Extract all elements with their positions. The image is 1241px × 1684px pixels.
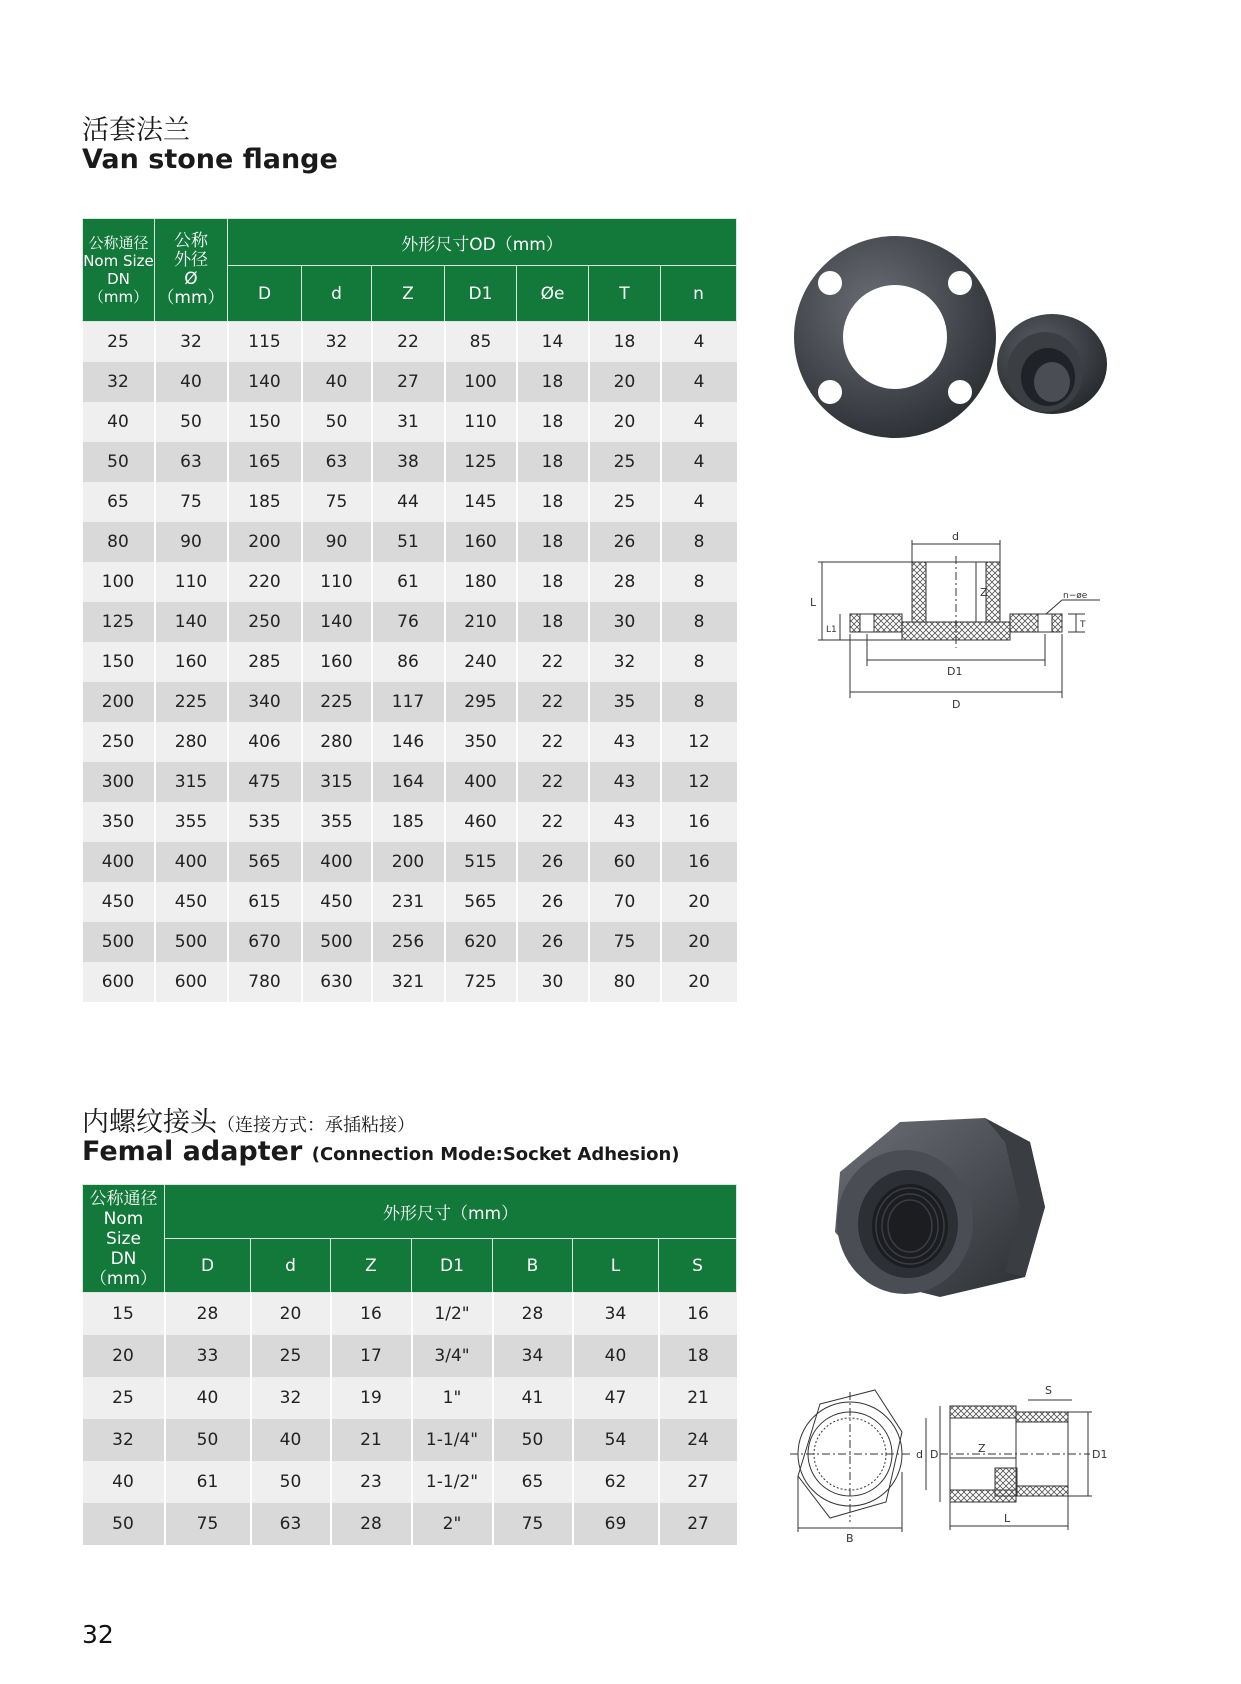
table-cell: 355 bbox=[302, 802, 372, 842]
table-cell: 2" bbox=[412, 1503, 493, 1545]
table-cell: 50 bbox=[83, 442, 155, 482]
table-cell: 38 bbox=[372, 442, 445, 482]
table-cell: 44 bbox=[372, 482, 445, 522]
col-header-3: Z bbox=[372, 266, 445, 322]
table-cell: 70 bbox=[589, 882, 661, 922]
table-row bbox=[83, 802, 737, 842]
table-cell: 256 bbox=[372, 922, 445, 962]
table-cell: 450 bbox=[302, 882, 372, 922]
table-cell: 300 bbox=[83, 762, 155, 802]
label-d-2: d bbox=[916, 1448, 923, 1461]
col-header-2: d bbox=[302, 266, 372, 322]
table-cell: 615 bbox=[228, 882, 302, 922]
col-header-5: B bbox=[493, 1239, 573, 1293]
table-cell: 500 bbox=[83, 922, 155, 962]
table-cell: 450 bbox=[155, 882, 228, 922]
table-cell: 3/4" bbox=[412, 1335, 493, 1377]
table-row bbox=[83, 682, 737, 722]
table-cell: 16 bbox=[659, 1293, 737, 1336]
table-cell: 20 bbox=[661, 962, 737, 1002]
table-cell: 20 bbox=[251, 1293, 331, 1336]
table-cell: 400 bbox=[302, 842, 372, 882]
col-header-nom-od: 公称 外径 Ø （mm） bbox=[155, 219, 228, 322]
table-cell: 460 bbox=[445, 802, 517, 842]
table-cell: 30 bbox=[517, 962, 589, 1002]
table-cell: 321 bbox=[372, 962, 445, 1002]
label-big-d: D bbox=[952, 698, 961, 711]
table-cell: 50 bbox=[165, 1419, 251, 1461]
table-cell: 535 bbox=[228, 802, 302, 842]
table-cell: 90 bbox=[302, 522, 372, 562]
table-cell: 54 bbox=[573, 1419, 659, 1461]
table-cell: 35 bbox=[589, 682, 661, 722]
van-stone-flange-table bbox=[82, 218, 737, 1002]
table-row bbox=[83, 482, 737, 522]
table-cell: 90 bbox=[155, 522, 228, 562]
label-ne: n−øe bbox=[1063, 591, 1088, 601]
table-cell: 225 bbox=[155, 682, 228, 722]
table-cell: 117 bbox=[372, 682, 445, 722]
table-cell: 400 bbox=[445, 762, 517, 802]
table-cell: 285 bbox=[228, 642, 302, 682]
table-cell: 14 bbox=[517, 322, 589, 363]
table-cell: 80 bbox=[589, 962, 661, 1002]
table-row bbox=[83, 562, 737, 602]
table-cell: 350 bbox=[83, 802, 155, 842]
label-b: B bbox=[846, 1532, 854, 1545]
table-row bbox=[83, 842, 737, 882]
femal-adapter-table bbox=[82, 1184, 737, 1545]
table-cell: 34 bbox=[573, 1293, 659, 1336]
table-cell: 22 bbox=[517, 762, 589, 802]
col-header-3: Z bbox=[331, 1239, 412, 1293]
table-cell: 115 bbox=[228, 322, 302, 363]
col-header-7: n bbox=[661, 266, 737, 322]
table-cell: 18 bbox=[517, 522, 589, 562]
table-cell: 8 bbox=[661, 562, 737, 602]
table-row bbox=[83, 522, 737, 562]
table-cell: 50 bbox=[493, 1419, 573, 1461]
table-cell: 75 bbox=[589, 922, 661, 962]
table-row bbox=[83, 1461, 737, 1503]
table-row bbox=[83, 362, 737, 402]
label-d1: D1 bbox=[947, 665, 963, 678]
col-header-6: L bbox=[573, 1239, 659, 1293]
table-row bbox=[83, 882, 737, 922]
table-cell: 26 bbox=[517, 922, 589, 962]
table-cell: 295 bbox=[445, 682, 517, 722]
table-cell: 32 bbox=[83, 362, 155, 402]
table-cell: 50 bbox=[251, 1461, 331, 1503]
table-cell: 33 bbox=[165, 1335, 251, 1377]
table-cell: 165 bbox=[228, 442, 302, 482]
table-cell: 225 bbox=[302, 682, 372, 722]
table-cell: 26 bbox=[517, 842, 589, 882]
table-cell: 280 bbox=[302, 722, 372, 762]
table-row bbox=[83, 642, 737, 682]
table-cell: 25 bbox=[83, 322, 155, 363]
table-cell: 160 bbox=[302, 642, 372, 682]
table-cell: 16 bbox=[661, 842, 737, 882]
table-cell: 200 bbox=[228, 522, 302, 562]
table-cell: 62 bbox=[573, 1461, 659, 1503]
table-cell: 406 bbox=[228, 722, 302, 762]
table-cell: 28 bbox=[493, 1293, 573, 1336]
table-row bbox=[83, 962, 737, 1002]
table-cell: 1/2" bbox=[412, 1293, 493, 1336]
table-cell: 150 bbox=[228, 402, 302, 442]
table-cell: 27 bbox=[659, 1503, 737, 1545]
table-cell: 4 bbox=[661, 322, 737, 363]
col-header-6: T bbox=[589, 266, 661, 322]
table-cell: 8 bbox=[661, 602, 737, 642]
col-header-5: Øe bbox=[517, 266, 589, 322]
table-cell: 4 bbox=[661, 482, 737, 522]
table-cell: 100 bbox=[83, 562, 155, 602]
table-cell: 17 bbox=[331, 1335, 412, 1377]
label-l-2: L bbox=[1004, 1512, 1011, 1525]
table-cell: 475 bbox=[228, 762, 302, 802]
col-header-nom-size: 公称通径 Nom Size DN （mm） bbox=[83, 219, 155, 322]
table-cell: 670 bbox=[228, 922, 302, 962]
section2-title-en: Femal adapter (Connection Mode:Socket Adhesion) bbox=[82, 1136, 680, 1167]
table-cell: 15 bbox=[83, 1293, 165, 1336]
label-d: d bbox=[952, 530, 959, 543]
table-cell: 25 bbox=[589, 482, 661, 522]
table-cell: 350 bbox=[445, 722, 517, 762]
table-cell: 43 bbox=[589, 802, 661, 842]
label-l: L bbox=[810, 596, 817, 609]
table-cell: 4 bbox=[661, 442, 737, 482]
table-cell: 41 bbox=[493, 1377, 573, 1419]
table-cell: 22 bbox=[517, 642, 589, 682]
table-cell: 500 bbox=[302, 922, 372, 962]
table-row bbox=[83, 1293, 737, 1336]
table-row bbox=[83, 1335, 737, 1377]
table-cell: 43 bbox=[589, 762, 661, 802]
col-header-1: D bbox=[165, 1239, 251, 1293]
table-cell: 18 bbox=[517, 602, 589, 642]
label-z: Z bbox=[980, 586, 988, 599]
table-cell: 500 bbox=[155, 922, 228, 962]
table-cell: 19 bbox=[331, 1377, 412, 1419]
table-cell: 30 bbox=[589, 602, 661, 642]
table-cell: 240 bbox=[445, 642, 517, 682]
table-cell: 340 bbox=[228, 682, 302, 722]
table-cell: 75 bbox=[155, 482, 228, 522]
table-cell: 110 bbox=[302, 562, 372, 602]
table-row bbox=[83, 1503, 737, 1545]
label-z-2: Z bbox=[978, 1442, 986, 1455]
table-cell: 164 bbox=[372, 762, 445, 802]
table-cell: 180 bbox=[445, 562, 517, 602]
table-cell: 63 bbox=[302, 442, 372, 482]
table-cell: 26 bbox=[589, 522, 661, 562]
table-cell: 34 bbox=[493, 1335, 573, 1377]
table-cell: 515 bbox=[445, 842, 517, 882]
table-cell: 18 bbox=[517, 402, 589, 442]
table-row bbox=[83, 1419, 737, 1461]
table-cell: 150 bbox=[83, 642, 155, 682]
table-cell: 400 bbox=[83, 842, 155, 882]
table-cell: 20 bbox=[661, 922, 737, 962]
table-cell: 23 bbox=[331, 1461, 412, 1503]
table-cell: 80 bbox=[83, 522, 155, 562]
col-header-4: D1 bbox=[445, 266, 517, 322]
table-cell: 4 bbox=[661, 402, 737, 442]
table-cell: 60 bbox=[589, 842, 661, 882]
table-cell: 16 bbox=[661, 802, 737, 842]
table-cell: 1-1/2" bbox=[412, 1461, 493, 1503]
table-cell: 28 bbox=[589, 562, 661, 602]
table-row bbox=[83, 1377, 737, 1419]
table-cell: 125 bbox=[445, 442, 517, 482]
table-cell: 43 bbox=[589, 722, 661, 762]
table-cell: 20 bbox=[589, 362, 661, 402]
table-cell: 40 bbox=[165, 1377, 251, 1419]
table-cell: 28 bbox=[165, 1293, 251, 1336]
table-cell: 1-1/4" bbox=[412, 1419, 493, 1461]
table-cell: 250 bbox=[83, 722, 155, 762]
table-cell: 620 bbox=[445, 922, 517, 962]
table-cell: 40 bbox=[251, 1419, 331, 1461]
table-cell: 185 bbox=[228, 482, 302, 522]
table-cell: 25 bbox=[251, 1335, 331, 1377]
femal-adapter-photo bbox=[820, 1112, 1060, 1302]
femal-adapter-drawing bbox=[790, 1372, 1130, 1547]
table-cell: 250 bbox=[228, 602, 302, 642]
table-cell: 315 bbox=[155, 762, 228, 802]
table-cell: 22 bbox=[517, 802, 589, 842]
table-cell: 600 bbox=[155, 962, 228, 1002]
table-cell: 146 bbox=[372, 722, 445, 762]
table-cell: 40 bbox=[302, 362, 372, 402]
col-header-nom-size-2: 公称通径 Nom Size DN （mm） bbox=[83, 1185, 165, 1293]
table-cell: 140 bbox=[228, 362, 302, 402]
table-cell: 140 bbox=[302, 602, 372, 642]
table-cell: 63 bbox=[155, 442, 228, 482]
table-cell: 160 bbox=[445, 522, 517, 562]
section2-title-cn: 内螺纹接头（连接方式：承插粘接） bbox=[82, 1107, 415, 1138]
table-cell: 200 bbox=[372, 842, 445, 882]
table-cell: 110 bbox=[155, 562, 228, 602]
table-cell: 32 bbox=[155, 322, 228, 363]
table-cell: 27 bbox=[372, 362, 445, 402]
table-cell: 76 bbox=[372, 602, 445, 642]
table-row bbox=[83, 442, 737, 482]
table-cell: 100 bbox=[445, 362, 517, 402]
col-header-4: D1 bbox=[412, 1239, 493, 1293]
table-cell: 18 bbox=[517, 562, 589, 602]
col-header-2: d bbox=[251, 1239, 331, 1293]
table-cell: 315 bbox=[302, 762, 372, 802]
table-cell: 160 bbox=[155, 642, 228, 682]
table-cell: 21 bbox=[331, 1419, 412, 1461]
table-cell: 61 bbox=[165, 1461, 251, 1503]
table-cell: 32 bbox=[83, 1419, 165, 1461]
table-cell: 20 bbox=[661, 882, 737, 922]
col-header-7: S bbox=[659, 1239, 737, 1293]
table-cell: 12 bbox=[661, 762, 737, 802]
table-cell: 600 bbox=[83, 962, 155, 1002]
table-row bbox=[83, 602, 737, 642]
table-cell: 18 bbox=[589, 322, 661, 363]
label-d1-2: D1 bbox=[1092, 1448, 1108, 1461]
table-cell: 47 bbox=[573, 1377, 659, 1419]
table-cell: 355 bbox=[155, 802, 228, 842]
table-cell: 50 bbox=[302, 402, 372, 442]
table-cell: 4 bbox=[661, 362, 737, 402]
table-cell: 32 bbox=[302, 322, 372, 363]
table-cell: 145 bbox=[445, 482, 517, 522]
table-cell: 75 bbox=[165, 1503, 251, 1545]
table-cell: 75 bbox=[493, 1503, 573, 1545]
table-row bbox=[83, 402, 737, 442]
table-cell: 85 bbox=[445, 322, 517, 363]
table-row bbox=[83, 722, 737, 762]
table-row bbox=[83, 922, 737, 962]
van-stone-flange-photo bbox=[790, 232, 1110, 452]
table-cell: 18 bbox=[659, 1335, 737, 1377]
table-cell: 200 bbox=[83, 682, 155, 722]
table-cell: 18 bbox=[517, 442, 589, 482]
table-cell: 51 bbox=[372, 522, 445, 562]
table-cell: 65 bbox=[493, 1461, 573, 1503]
table-cell: 61 bbox=[372, 562, 445, 602]
group-header-od: 外形尺寸OD（mm） bbox=[228, 219, 737, 266]
table-cell: 25 bbox=[83, 1377, 165, 1419]
col-header-1: D bbox=[228, 266, 302, 322]
table-cell: 32 bbox=[589, 642, 661, 682]
table-cell: 8 bbox=[661, 682, 737, 722]
table-cell: 280 bbox=[155, 722, 228, 762]
table-cell: 12 bbox=[661, 722, 737, 762]
table-cell: 50 bbox=[83, 1503, 165, 1545]
table-cell: 16 bbox=[331, 1293, 412, 1336]
table-cell: 185 bbox=[372, 802, 445, 842]
table-cell: 21 bbox=[659, 1377, 737, 1419]
label-l1: L1 bbox=[826, 625, 837, 635]
table-cell: 25 bbox=[589, 442, 661, 482]
table-cell: 65 bbox=[83, 482, 155, 522]
table-cell: 8 bbox=[661, 522, 737, 562]
table-cell: 780 bbox=[228, 962, 302, 1002]
label-t: T bbox=[1080, 620, 1086, 630]
table-cell: 140 bbox=[155, 602, 228, 642]
table-cell: 22 bbox=[517, 682, 589, 722]
table-cell: 27 bbox=[659, 1461, 737, 1503]
table-cell: 75 bbox=[302, 482, 372, 522]
table-cell: 20 bbox=[83, 1335, 165, 1377]
table-cell: 31 bbox=[372, 402, 445, 442]
table-cell: 630 bbox=[302, 962, 372, 1002]
section1-title-en: Van stone flange bbox=[82, 144, 338, 175]
group-header-od-2: 外形尺寸（mm） bbox=[165, 1185, 737, 1239]
label-big-d-2: D bbox=[930, 1448, 939, 1461]
table-cell: 400 bbox=[155, 842, 228, 882]
table-cell: 450 bbox=[83, 882, 155, 922]
table-cell: 18 bbox=[517, 362, 589, 402]
table-cell: 231 bbox=[372, 882, 445, 922]
table-cell: 1" bbox=[412, 1377, 493, 1419]
table-cell: 22 bbox=[372, 322, 445, 363]
table-cell: 8 bbox=[661, 642, 737, 682]
table-cell: 20 bbox=[589, 402, 661, 442]
table-cell: 18 bbox=[517, 482, 589, 522]
table-cell: 24 bbox=[659, 1419, 737, 1461]
table-cell: 565 bbox=[228, 842, 302, 882]
table-cell: 40 bbox=[155, 362, 228, 402]
table-row bbox=[83, 322, 737, 363]
table-cell: 86 bbox=[372, 642, 445, 682]
table-cell: 26 bbox=[517, 882, 589, 922]
table-cell: 63 bbox=[251, 1503, 331, 1545]
table-cell: 32 bbox=[251, 1377, 331, 1419]
label-s: S bbox=[1045, 1384, 1052, 1397]
page-number: 32 bbox=[82, 1620, 114, 1649]
table-cell: 210 bbox=[445, 602, 517, 642]
table-cell: 50 bbox=[155, 402, 228, 442]
table-cell: 69 bbox=[573, 1503, 659, 1545]
section2-title-en-sub: (Connection Mode:Socket Adhesion) bbox=[311, 1144, 680, 1165]
table-cell: 725 bbox=[445, 962, 517, 1002]
table-cell: 28 bbox=[331, 1503, 412, 1545]
table-cell: 40 bbox=[83, 1461, 165, 1503]
table-cell: 40 bbox=[573, 1335, 659, 1377]
table-cell: 110 bbox=[445, 402, 517, 442]
table-cell: 125 bbox=[83, 602, 155, 642]
table-cell: 220 bbox=[228, 562, 302, 602]
section2-title-cn-sub: （连接方式：承插粘接） bbox=[217, 1115, 415, 1136]
table-cell: 565 bbox=[445, 882, 517, 922]
van-stone-flange-drawing bbox=[800, 528, 1100, 718]
section1-title-cn: 活套法兰 bbox=[82, 115, 190, 146]
table-cell: 22 bbox=[517, 722, 589, 762]
table-cell: 40 bbox=[83, 402, 155, 442]
table-row bbox=[83, 762, 737, 802]
